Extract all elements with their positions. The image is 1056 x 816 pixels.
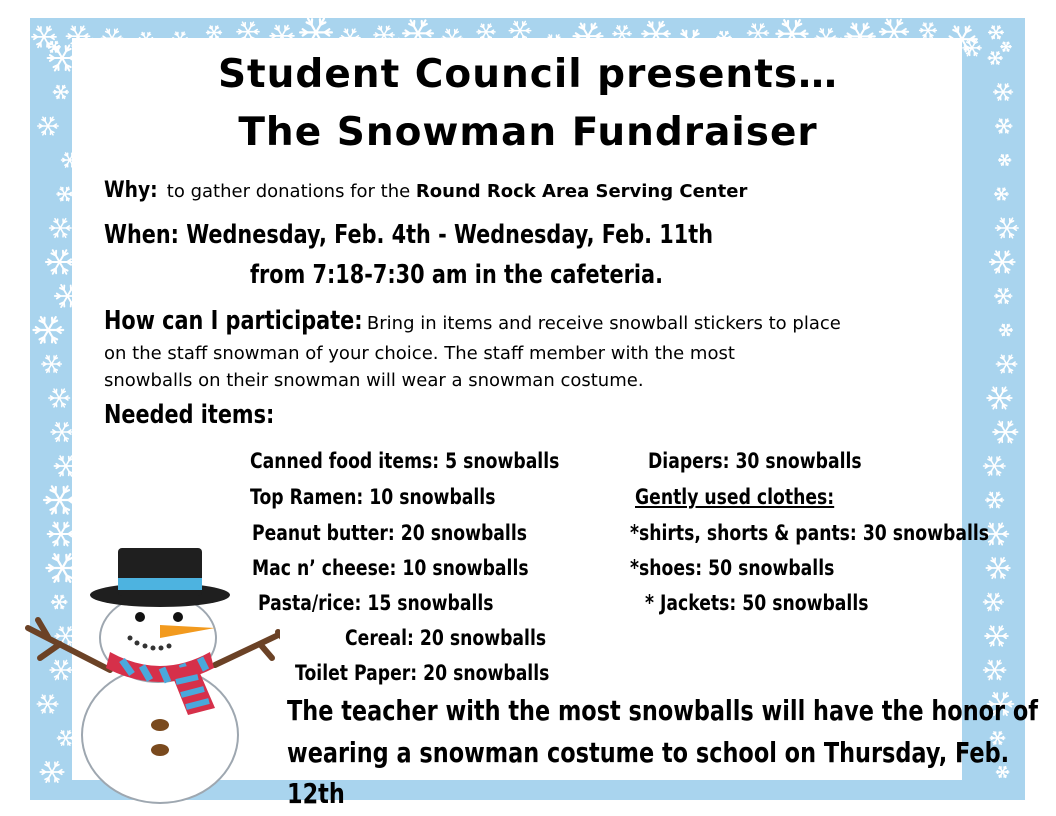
list-item: Toilet Paper: 20 snowballs bbox=[295, 661, 550, 685]
snowman-eye bbox=[135, 612, 145, 622]
list-item: *shoes: 50 snowballs bbox=[630, 556, 835, 580]
list-item: Mac n’ cheese: 10 snowballs bbox=[252, 556, 529, 580]
snowman-button bbox=[151, 744, 169, 756]
why-row bbox=[104, 178, 747, 203]
snowflake-icon bbox=[207, 26, 222, 39]
snowflake-icon bbox=[999, 155, 1011, 165]
snowflake-icon bbox=[50, 219, 71, 238]
why-text: to gather donations for the bbox=[161, 181, 416, 202]
snowman-button bbox=[151, 719, 169, 731]
snowflake-icon bbox=[995, 289, 1012, 304]
how-row bbox=[104, 306, 841, 336]
why-org: Round Rock Area Serving Center bbox=[415, 181, 748, 202]
closing-line-3: 12th bbox=[287, 777, 345, 810]
title-line-2: The Snowman Fundraiser bbox=[238, 110, 818, 155]
when-text: Wednesday, Feb. 4th - Wednesday, Feb. 11th bbox=[178, 220, 714, 250]
snowflake-icon bbox=[985, 626, 1008, 646]
how-text: Bring in items and receive snowball stickers to place bbox=[361, 313, 841, 334]
snowflake-icon bbox=[990, 251, 1015, 273]
how-line-3: snowballs on their snowman will wear a snowman costume. bbox=[104, 370, 644, 391]
snowflake-icon bbox=[996, 355, 1016, 373]
how-label: How can I participate: bbox=[104, 306, 363, 336]
closing-line-1: The teacher with the most snowballs will have the honor of bbox=[287, 694, 1039, 727]
snowflake-icon bbox=[46, 250, 73, 274]
list-item: Peanut butter: 20 snowballs bbox=[252, 521, 527, 545]
how-line-2: on the staff snowman of your choice. The staff member with the most bbox=[104, 343, 735, 364]
clothes-heading: Gently used clothes: bbox=[635, 485, 835, 509]
when-row bbox=[104, 220, 713, 250]
snowflake-icon bbox=[51, 423, 73, 442]
needed-label: Needed items: bbox=[104, 400, 275, 430]
why-label: Why: bbox=[104, 178, 158, 203]
list-item: *shirts, shorts & pants: 30 snowballs bbox=[630, 521, 990, 545]
when-label: When: bbox=[104, 220, 179, 250]
snowflake-icon bbox=[996, 218, 1019, 238]
list-item: Diapers: 30 snowballs bbox=[648, 449, 862, 473]
when-line-2: from 7:18-7:30 am in the cafeteria. bbox=[250, 260, 663, 290]
snowflake-icon bbox=[983, 593, 1003, 610]
list-item: Cereal: 20 snowballs bbox=[345, 626, 547, 650]
snowflake-icon bbox=[44, 486, 75, 513]
list-item: Pasta/rice: 15 snowballs bbox=[258, 591, 494, 615]
snowflake-icon bbox=[1001, 42, 1011, 51]
snowflake-icon bbox=[989, 26, 1004, 39]
snowflake-icon bbox=[995, 188, 1009, 200]
left-arm bbox=[28, 620, 110, 670]
title-line-1: Student Council presents… bbox=[217, 52, 839, 97]
snowflake-icon bbox=[993, 421, 1018, 442]
snowflake-icon bbox=[984, 457, 1005, 476]
right-arm bbox=[215, 620, 280, 665]
snowflake-icon bbox=[986, 558, 1010, 578]
closing-line-2: wearing a snowman costume to school on Thursday, Feb. bbox=[287, 736, 1010, 769]
snowman-illustration bbox=[10, 540, 280, 810]
snowflake-icon bbox=[986, 492, 1004, 507]
snowflake-icon bbox=[920, 23, 937, 38]
snowman-body bbox=[82, 667, 238, 803]
snowflake-icon bbox=[42, 356, 61, 373]
list-item: Top Ramen: 10 snowballs bbox=[250, 485, 496, 509]
list-item: Canned food items: 5 snowballs bbox=[250, 449, 560, 473]
snowflake-icon bbox=[33, 317, 63, 343]
snowflake-icon bbox=[984, 660, 1006, 679]
snowflake-icon bbox=[999, 324, 1012, 335]
snowflake-icon bbox=[57, 187, 73, 200]
snowflake-icon bbox=[49, 389, 70, 407]
top-hat-icon bbox=[90, 548, 230, 607]
list-item: * Jackets: 50 snowballs bbox=[645, 591, 869, 615]
snowflake-icon bbox=[987, 387, 1012, 408]
snowman-eye bbox=[173, 612, 183, 622]
